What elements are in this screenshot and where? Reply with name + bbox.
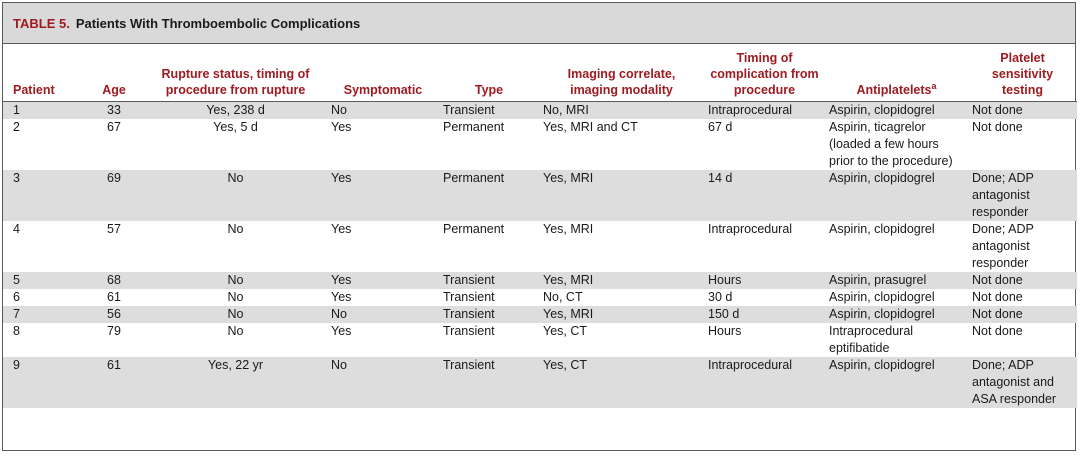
cell-patient: 9 (3, 357, 84, 408)
cell-platelet: Not done (968, 272, 1077, 289)
cell-imaging: No, CT (543, 290, 583, 304)
cell-rupture: Yes, 5 d (213, 120, 258, 134)
table-row (3, 119, 1077, 170)
cell-patient: 5 (3, 272, 84, 289)
col-header-timing: Timing of complication from procedure (704, 44, 825, 102)
cell-timing: 14 d (704, 170, 825, 221)
table-row (3, 323, 1077, 357)
complications-table (3, 44, 1077, 408)
cell-symptomatic: Yes (331, 324, 352, 338)
cell-type: Transient (443, 324, 495, 338)
cell-timing: Hours (704, 272, 825, 289)
cell-age: 68 (84, 272, 144, 289)
cell-symptomatic: Yes (331, 120, 352, 134)
cell-patient: 7 (3, 306, 84, 323)
cell-patient: 3 (3, 170, 84, 221)
col-header-imaging: Imaging correlate, imaging modality (539, 44, 704, 102)
cell-rupture: No (227, 290, 244, 304)
cell-antiplatelets: Aspirin, clopidogrel (829, 222, 935, 236)
table-row (3, 357, 1077, 408)
cell-age: 61 (107, 290, 121, 304)
cell-timing: 30 d (708, 290, 733, 304)
cell-imaging: Yes, MRI (539, 306, 704, 323)
table-row (3, 170, 1077, 221)
cell-type: Transient (439, 306, 539, 323)
cell-rupture: No (227, 324, 244, 338)
cell-timing: Intraprocedural (704, 102, 825, 120)
cell-platelet: Not done (968, 306, 1077, 323)
cell-patient: 2 (13, 120, 20, 134)
cell-imaging: No, MRI (539, 102, 704, 120)
cell-age: 69 (84, 170, 144, 221)
cell-rupture: No (227, 222, 244, 236)
cell-platelet: Not done (972, 324, 1023, 338)
cell-imaging: Yes, CT (539, 357, 704, 408)
cell-symptomatic: Yes (327, 272, 439, 289)
cell-type: Transient (439, 357, 539, 408)
cell-timing: 150 d (704, 306, 825, 323)
cell-timing: Intraprocedural (704, 357, 825, 408)
cell-age: 33 (84, 102, 144, 120)
cell-platelet: Not done (972, 290, 1023, 304)
table-row (3, 102, 1077, 120)
header-row (3, 44, 1077, 102)
cell-symptomatic: No (327, 357, 439, 408)
cell-rupture: Yes, 238 d (144, 102, 327, 120)
cell-age: 56 (84, 306, 144, 323)
cell-rupture: Yes, 22 yr (144, 357, 327, 408)
cell-imaging: Yes, MRI (543, 222, 594, 236)
cell-patient: 6 (13, 290, 20, 304)
cell-patient: 4 (13, 222, 20, 236)
cell-symptomatic: Yes (331, 290, 352, 304)
cell-type: Permanent (443, 120, 505, 134)
cell-type: Transient (439, 102, 539, 120)
cell-symptomatic: Yes (331, 222, 352, 236)
cell-rupture: No (144, 170, 327, 221)
cell-antiplatelets: Aspirin, clopidogrel (825, 102, 968, 120)
table-title: Patients With Thromboembolic Complications (75, 15, 361, 31)
cell-antiplatelets: Aspirin, ticagrelor (loaded a few hours prior to the procedure) (829, 120, 953, 168)
col-header-age: Age (84, 44, 144, 102)
cell-age: 67 (107, 120, 121, 134)
cell-imaging: Yes, MRI and CT (543, 120, 638, 134)
cell-platelet: Done; ADP antagonist responder (972, 222, 1034, 270)
cell-imaging: Yes, MRI (539, 170, 704, 221)
cell-antiplatelets: Intraprocedural eptifibatide (829, 324, 914, 355)
table-row (3, 272, 1077, 289)
cell-type: Transient (439, 272, 539, 289)
cell-antiplatelets: Aspirin, clopidogrel (825, 170, 968, 221)
table-row (3, 221, 1077, 272)
cell-platelet: Done; ADP antagonist and ASA responder (968, 357, 1077, 408)
table-label: TABLE 5. (13, 15, 70, 31)
table-row (3, 289, 1077, 306)
cell-type: Permanent (443, 222, 505, 236)
col-header-symptomatic: Symptomatic (327, 44, 439, 102)
cell-age: 61 (84, 357, 144, 408)
cell-antiplatelets: Aspirin, clopidogrel (825, 357, 968, 408)
cell-platelet: Done; ADP antagonist responder (968, 170, 1077, 221)
col-header-platelet: Platelet sensitivity testing (968, 44, 1077, 102)
col-header-patient: Patient (3, 44, 84, 102)
cell-platelet: Not done (972, 120, 1023, 134)
table-title-bar (3, 3, 1075, 44)
cell-age: 57 (107, 222, 121, 236)
col-header-type: Type (439, 44, 539, 102)
cell-antiplatelets: Aspirin, prasugrel (825, 272, 968, 289)
cell-timing: 67 d (708, 120, 733, 134)
cell-antiplatelets: Aspirin, clopidogrel (829, 290, 935, 304)
cell-type: Permanent (439, 170, 539, 221)
table-frame (2, 2, 1076, 451)
cell-timing: Intraprocedural (708, 222, 793, 236)
cell-symptomatic: Yes (327, 170, 439, 221)
cell-timing: Hours (708, 324, 742, 338)
cell-symptomatic: No (327, 102, 439, 120)
cell-type: Transient (443, 290, 495, 304)
cell-imaging: Yes, CT (543, 324, 588, 338)
table-row (3, 306, 1077, 323)
cell-rupture: No (144, 272, 327, 289)
cell-age: 79 (107, 324, 121, 338)
table-body (3, 102, 1077, 409)
footnote-marker: a (931, 80, 937, 91)
cell-imaging: Yes, MRI (539, 272, 704, 289)
cell-patient: 1 (3, 102, 84, 120)
antiplatelets-header-text: Antiplatelets (856, 83, 932, 97)
cell-platelet: Not done (968, 102, 1077, 120)
col-header-antiplatelets (825, 44, 968, 102)
col-header-rupture: Rupture status, timing of procedure from rupture (144, 44, 327, 102)
cell-patient: 8 (13, 324, 20, 338)
cell-rupture: No (144, 306, 327, 323)
cell-antiplatelets: Aspirin, clopidogrel (825, 306, 968, 323)
cell-symptomatic: No (327, 306, 439, 323)
